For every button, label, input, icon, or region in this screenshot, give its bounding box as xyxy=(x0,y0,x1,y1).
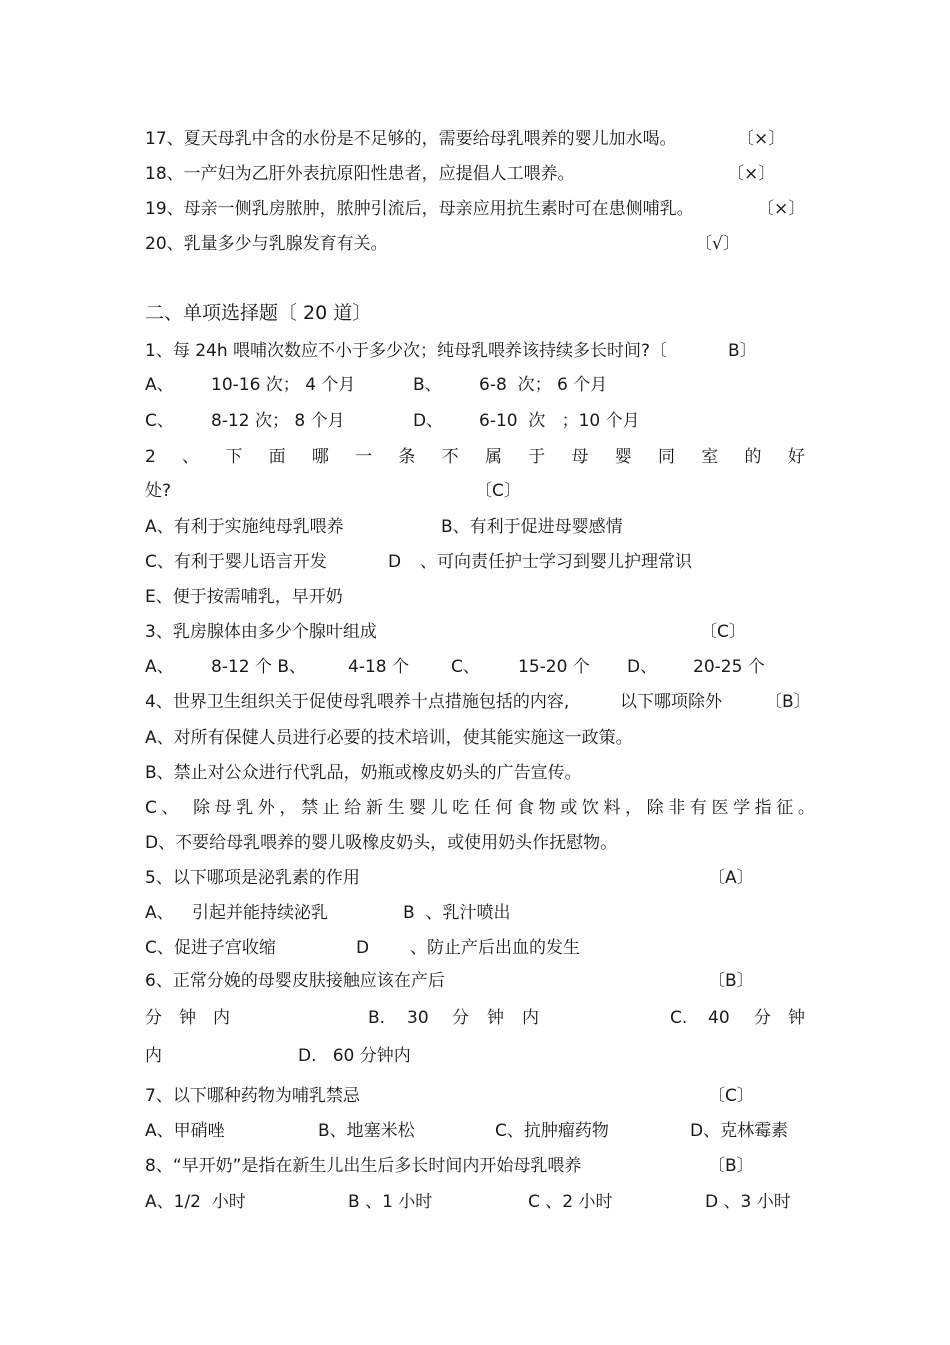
q2-stem-char: 2 xyxy=(145,447,156,467)
q2-stem-char: 条 xyxy=(398,447,416,467)
q8-answer: 〔B〕 xyxy=(708,1156,754,1176)
tf-answer-17: 〔×〕 xyxy=(737,129,786,149)
q6-line2-char: 分 xyxy=(754,1008,771,1028)
q2-stem-char: 好 xyxy=(787,447,805,467)
q1-option-c: 8-12 次； 8 个月 xyxy=(211,411,345,431)
q1-option-b-label: B、 xyxy=(413,375,442,395)
q1-option-c-label: C、 xyxy=(145,411,174,431)
q8-stem: 8、“早开奶”是指在新生儿出生后多长时间内开始母乳喂养 xyxy=(145,1156,582,1176)
q1-option-d-label: D、 xyxy=(413,411,444,431)
q4-option-d: D、不要给母乳喂养的婴儿吸橡皮奶头，或使用奶头作抚慰物。 xyxy=(145,833,618,853)
q2-stem xyxy=(145,446,805,468)
q5-option-a: 引起并能持续泌乳 xyxy=(192,903,328,923)
q2-stem-char: 不 xyxy=(441,447,459,467)
q2-option-d: 、可向责任护士学习到婴儿护理常识 xyxy=(420,552,692,572)
q7-option-a: A、甲硝唑 xyxy=(145,1121,225,1141)
q2-stem-char: 属 xyxy=(484,447,502,467)
q6-option-b-label: B. xyxy=(368,1008,386,1028)
q4-answer: 〔B〕 xyxy=(765,692,811,712)
q7-option-b: B、地塞米松 xyxy=(318,1121,415,1141)
q2-option-e: E、便于按需哺乳，早开奶 xyxy=(145,587,343,607)
q3-option-c-label: C、 xyxy=(451,657,480,677)
q2-stem-char: 哪 xyxy=(311,447,329,467)
q6-option-c-value: 40 xyxy=(708,1008,730,1028)
q7-option-c: C、抗肿瘤药物 xyxy=(495,1121,609,1141)
q6-line2-char: 分 xyxy=(145,1008,162,1028)
q2-stem-char: 、 xyxy=(182,447,200,467)
q6-line2-char: 内 xyxy=(213,1008,230,1028)
q4-option-b: B、禁止对公众进行代乳品，奶瓶或橡皮奶头的广告宣传。 xyxy=(145,763,582,783)
q2-answer: 〔C〕 xyxy=(475,481,521,501)
tf-question-20: 20、乳量多少与乳腺发育有关。 xyxy=(145,234,388,254)
q7-answer: 〔C〕 xyxy=(708,1086,754,1106)
q8-option-d: D 、3 小时 xyxy=(705,1192,791,1212)
q2-stem-char: 面 xyxy=(268,447,286,467)
q1-option-d: 6-10 次 ；10 个月 xyxy=(479,411,640,431)
q3-option-d-label: D、 xyxy=(627,657,658,677)
tf-answer-20: 〔√〕 xyxy=(695,234,740,254)
q6-line2-char: 内 xyxy=(522,1008,539,1028)
q1-option-a: 10-16 次； 4 个月 xyxy=(211,375,356,395)
q4-option-c: C、 除母乳外，禁止给新生婴儿吃任何食物或饮料，除非有医学指征。 xyxy=(145,798,820,818)
q3-option-a-label: A、 xyxy=(145,657,174,677)
q3-option-a: 8-12 个 B、 xyxy=(211,657,307,677)
q2-stem-char: 于 xyxy=(528,447,546,467)
q6-line2-char: 分 xyxy=(452,1008,469,1028)
q5-option-d-label: D xyxy=(356,938,370,958)
q5-answer: 〔A〕 xyxy=(708,868,754,888)
q2-stem-char: 母 xyxy=(571,447,589,467)
tf-question-18: 18、一产妇为乙肝外表抗原阳性患者，应提倡人工喂养。 xyxy=(145,164,575,184)
q6-line2-char: 钟 xyxy=(788,1008,805,1028)
q2-stem-char: 婴 xyxy=(614,447,632,467)
q2-option-c: C、有利于婴儿语言开发 xyxy=(145,552,327,572)
q5-option-b: B 、乳汁喷出 xyxy=(403,903,511,923)
q6-option-c-label: C. xyxy=(670,1008,688,1028)
q2-option-b: B、有利于促进母婴感情 xyxy=(441,517,623,537)
tf-question-19: 19、母亲一侧乳房脓肿，脓肿引流后，母亲应用抗生素时可在患侧哺乳。 xyxy=(145,199,694,219)
q5-option-d: 、防止产后出血的发生 xyxy=(410,938,580,958)
q3-option-d: 20-25 个 xyxy=(693,657,765,677)
q5-option-c: C、促进子宫收缩 xyxy=(145,938,276,958)
q4-stem-end: 以下哪项除外 xyxy=(620,692,722,712)
section-title: 二、单项选择题〔 20 道〕 xyxy=(145,302,372,324)
q7-option-d: D、克林霉素 xyxy=(690,1121,789,1141)
q6-line2-char: 钟 xyxy=(179,1008,196,1028)
q2-option-a: A、有利于实施纯母乳喂养 xyxy=(145,517,344,537)
tf-question-17: 17、夏天母乳中含的水份是不足够的，需要给母乳喂养的婴儿加水喝。 xyxy=(145,129,677,149)
q4-option-a: A、对所有保健人员进行必要的技术培训，使其能实施这一政策。 xyxy=(145,728,633,748)
q1-option-b: 6-8 次； 6 个月 xyxy=(479,375,608,395)
q8-option-c: C 、2 小时 xyxy=(528,1192,613,1212)
q6-stem: 6、正常分娩的母婴皮肤接触应该在产后 xyxy=(145,971,445,991)
q3-option-c: 15-20 个 xyxy=(518,657,590,677)
q6-option-b-value: 30 xyxy=(407,1008,429,1028)
q2-option-d-label: D xyxy=(388,552,402,572)
q2-stem-char: 室 xyxy=(701,447,719,467)
q7-stem: 7、以下哪种药物为哺乳禁忌 xyxy=(145,1086,360,1106)
q2-stem-char: 下 xyxy=(225,447,243,467)
q6-line3-char: 内 xyxy=(145,1046,162,1066)
q6-option-d: D. 60 分钟内 xyxy=(298,1046,411,1066)
q1-option-a-label: A、 xyxy=(145,375,174,395)
q8-option-a: A、1/2 小时 xyxy=(145,1192,246,1212)
q3-stem: 3、乳房腺体由多少个腺叶组成 xyxy=(145,622,377,642)
tf-answer-18: 〔×〕 xyxy=(727,164,776,184)
q4-stem: 4、世界卫生组织关于促使母乳喂养十点措施包括的内容, xyxy=(145,692,570,712)
q3-answer: 〔C〕 xyxy=(700,622,746,642)
q3-option-b: 4-18 个 xyxy=(348,657,409,677)
q2-stem-char: 同 xyxy=(658,447,676,467)
q5-option-a-label: A、 xyxy=(145,903,174,923)
q8-option-b: B 、1 小时 xyxy=(348,1192,433,1212)
q1-answer: B〕 xyxy=(728,341,757,361)
q2-stem-char: 一 xyxy=(355,447,373,467)
q6-answer: 〔B〕 xyxy=(708,971,754,991)
q2-stem-end: 处? xyxy=(145,481,172,501)
q6-line2-char: 钟 xyxy=(487,1008,504,1028)
q1-stem: 1、每 24h 喂哺次数应不小于多少次；纯母乳喂养该持续多长时间?〔 xyxy=(145,341,668,361)
q5-stem: 5、以下哪项是泌乳素的作用 xyxy=(145,868,360,888)
q2-stem-char: 的 xyxy=(744,447,762,467)
tf-answer-19: 〔×〕 xyxy=(757,199,806,219)
